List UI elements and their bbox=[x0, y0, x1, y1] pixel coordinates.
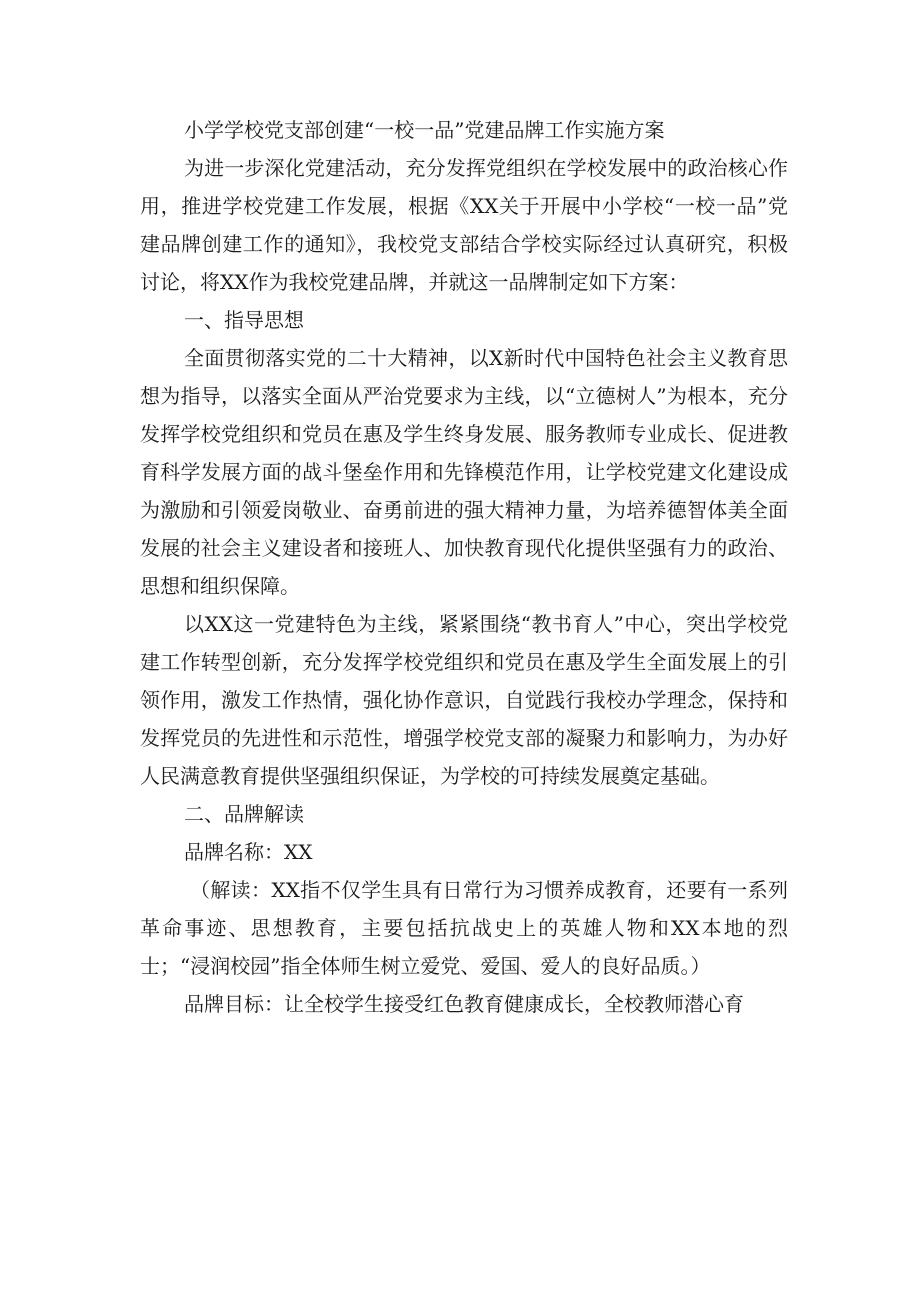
brand-explanation-paragraph: （解读：XX指不仅学生具有日常行为习惯养成教育，还要有一系列革命事迹、思想教育，主要包括抗战史上的英雄人物和XX本地的烈士；“浸润校园”指全体师生树立爱党、爱国、爱人的良好品质。） bbox=[140, 878, 788, 978]
guiding-ideology-paragraph-2: 以XX这一党建特色为主线，紧紧围绕“教书育人”中心，突出学校党建工作转型创新，充分发挥学校党组织和党员在惠及学生全面发展上的引领作用，激发工作热情，强化协作意识，自觉践行我校办学理念，保持和发挥党员的先进性和示范性，增强学校党支部的凝聚力和影响力，为办好人民满意教育提供坚强组织保证，为学校的可持续发展奠定基础。 bbox=[140, 612, 788, 788]
intro-paragraph: 为进一步深化党建活动，充分发挥党组织在学校发展中的政治核心作用，推进学校党建工作发展，根据《XX关于开展中小学校“一校一品”党建品牌创建工作的通知》，我校党支部结合学校实际经过认真研究，积极讨论，将XX作为我校党建品牌，并就这一品牌制定如下方案： bbox=[140, 156, 788, 294]
document-body bbox=[140, 111, 788, 1023]
guiding-ideology-paragraph-1: 全面贯彻落实党的二十大精神，以X新时代中国特色社会主义教育思想为指导，以落实全面从严治党要求为主线，以“立德树人”为根本，充分发挥学校党组织和党员在惠及学生终身发展、服务教师专业成长、促进教育科学发展方面的战斗堡垒作用和先锋模范作用，让学校党建文化建设成为激励和引领爱岗敬业、奋勇前进的强大精神力量，为培养德智体美全面发展的社会主义建设者和接班人、加快教育现代化提供坚强有力的政治、思想和组织保障。 bbox=[140, 346, 788, 598]
brand-name-line: 品牌名称：XX bbox=[184, 840, 313, 864]
brand-goal-paragraph: 品牌目标：让全校学生接受红色教育健康成长，全校教师潜心育 bbox=[184, 992, 744, 1016]
section-heading-guiding-ideology: 一、指导思想 bbox=[184, 308, 304, 332]
section-heading-brand-interpretation: 二、品牌解读 bbox=[184, 802, 304, 826]
document-title: 小学学校党支部创建“一校一品”党建品牌工作实施方案 bbox=[184, 118, 665, 142]
